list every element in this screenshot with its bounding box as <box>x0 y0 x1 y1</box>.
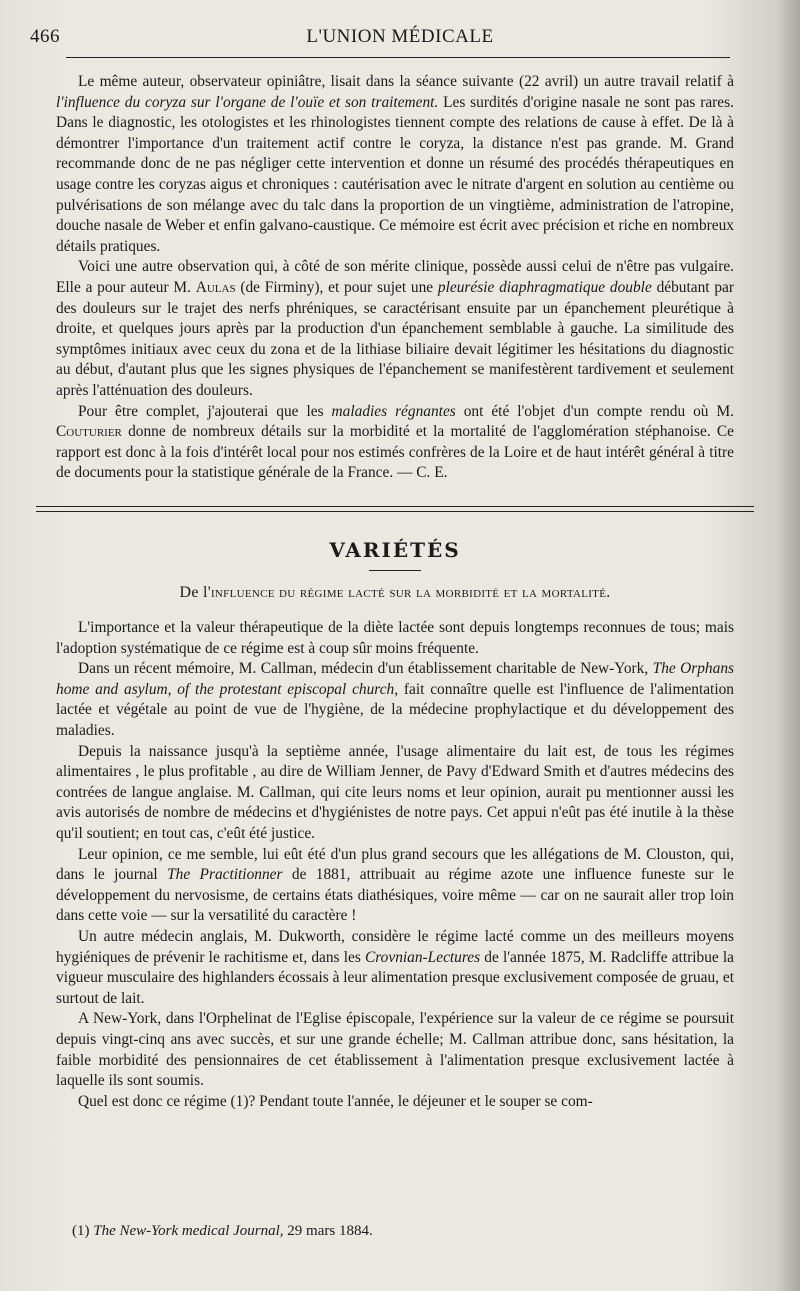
title-rule <box>369 570 421 571</box>
footnote-journal: The New-York medical Journal, <box>93 1223 284 1239</box>
text-run: Leur opinion, ce me semble, lui eût été d'un plus grand secours que les allégations de M. Clouston, qui, dans le journal <box>56 845 734 884</box>
text-run: donne de nombreux détails sur la morbidité et la mortalité de l'agglomération stéphanoise. Ce rapport est donc à la fois d'intérêt local pour nos estimés confrères de la Loire et de haut intérêt général à titre de documents pour la statistique générale de la France. — C. E. <box>56 423 734 482</box>
text-run: ont été l'objet d'un compte rendu où M. <box>455 402 734 420</box>
paragraph-dukworth <box>56 927 734 1009</box>
paragraph-clouston <box>56 845 734 927</box>
paragraph-regime: Quel est donc ce régime (1)? Pendant toute l'année, le déjeuner et le souper se com- <box>78 1092 593 1110</box>
text-run: fait connaître quelle est l'influence de l'alimentation lactée et végétale au point de vue de l'hygiène, de la médecine prophylactique et du développement des maladies. <box>56 680 734 740</box>
italic-institution: The Orphans home and asylum, of the protestant episcopal church, <box>56 660 735 698</box>
text-run: de 1881, attribuait au régime azote une influence funeste sur le développement du nervosisme, de certains états diathésiques, voire même — car on ne saurait aller trop loin dans cette voie — sur la versatilité du caractère ! <box>56 866 734 925</box>
section-divider <box>36 506 754 512</box>
running-title: L'UNION MÉDICALE <box>306 26 494 47</box>
text-run: Le même auteur, observateur opiniâtre, lisait dans la séance suivante (22 avril) un autre travail relatif à <box>78 73 734 90</box>
italic-lectures: Crovnian-Lectures <box>364 948 481 966</box>
text-run: Un autre médecin anglais, M. Dukworth, considère le régime lacté comme un des meilleurs moyens hygiéniques de prévenir le rachitisme et, dans les <box>56 927 734 966</box>
author-name: Aulas <box>195 278 236 296</box>
text-run: de l'année 1875, M. Radcliffe attribue la vigueur musculaire des highlanders écossais à leur alimentation presque exclusivement composée de gruau, et surtout de lait. <box>56 948 734 1007</box>
italic-journal: The Practitionner <box>167 866 283 884</box>
text-run: (de Firminy), et pour sujet une <box>235 278 438 296</box>
running-header <box>30 26 770 54</box>
article-title <box>56 583 734 604</box>
paragraph-callman <box>56 659 734 741</box>
italic-title: l'influence du coryza sur l'organe de l'ouïe et son traitement. <box>56 93 439 111</box>
text-run: Pour être complet, j'ajouterai que les <box>78 402 332 420</box>
paragraph-maladies <box>56 402 734 484</box>
footnote <box>72 1223 373 1240</box>
article-title-prefix: De l' <box>179 584 211 602</box>
text-run: Voici une autre observation qui, à côté de son mérite clinique, possède aussi celui de n'être pas vulgaire. Elle a pour auteur M. <box>56 258 734 296</box>
paragraph-intro: L'importance et la valeur thérapeutique de la diète lactée sont depuis longtemps reconnues de tous; mais l'adoption systématique de ce régime est à coup sûr moins fréquente. <box>56 619 734 657</box>
footnote-marker: (1) <box>72 1223 90 1239</box>
text-run: Dans un récent mémoire, M. Callman, médecin d'un établissement charitable de New-York, <box>78 660 653 678</box>
article-title-rest: influence du régime lacté sur la morbidité et la mortalité. <box>210 584 611 602</box>
author-name: Couturier <box>56 423 122 441</box>
section-title: VARIÉTÉS <box>329 537 461 562</box>
paragraph-pleuresie <box>56 257 734 401</box>
footnote-date: 29 mars 1884. <box>283 1223 373 1239</box>
text-run: Les surdités d'origine nasale ne sont pas rares. Dans le diagnostic, les otologistes et les rhinologistes tiennent compte des relations de cause à effet. De là à démontrer l'importance d'un traitement actif contre le coryza, la distance n'est pas grande. M. Grand recommande donc de ne pas négliger cette intervention et donne un résumé des procédés thérapeutiques en usage contre les coryzas aigus et chroniques : cautérisation avec le nitrate d'argent en solution au centième ou pulvérisations de son mélange avec du talc dans la proportion de un vingtième, administration de l'atropine, douche nasale de Weber et enfin galvano-caustique. Ce mémoire est écrit avec précision et riche en nombreux détails pratiques. <box>56 93 734 255</box>
italic-term: pleurésie diaphragmatique double <box>437 278 652 296</box>
italic-term: maladies régnantes <box>331 402 456 420</box>
page-body <box>56 72 734 1112</box>
header-rule <box>66 57 730 58</box>
paragraph-jenner: Depuis la naissance jusqu'à la septième année, l'usage alimentaire du lait est, de tous les régimes alimentaires , le plus profitable , au dire de William Jenner, de Pavy d'Edward Smith et d'autres médecins des contrées de langue anglaise. M. Callman, qui cite leurs noms et leur opinion, aurait pu mentionner aussi les avis autorisés de nombre de médecins et d'hygiénistes de notre pays. Cet appui n'eût pas été inutile à la thèse qu'il soutient; en tout cas, c'eût été justice. <box>56 742 734 842</box>
text-run: débutant par des douleurs sur le trajet des nerfs phréniques, se caractérisant ensuite par un épanchement pleurétique à droite, et quelques jours après par la production d'un épanchement semblable à gauche. La similitude des symptômes initiaux avec ceux du zona et de la lithiase biliaire devait légitimer les hésitations du diagnostic au début, d'autant plus que les signes physiques de l'épanchement se manifestèrent tardivement et seulement après l'atténuation des douleurs. <box>56 278 734 399</box>
paragraph-newyork: A New-York, dans l'Orphelinat de l'Eglise épiscopale, l'expérience sur la valeur de ce régime se poursuit depuis vingt-cinq ans avec succès, et sur une grande échelle; M. Callman attribue donc, sans hésitation, la faible morbidité des pensionnaires de cet établissement à l'alimentation presque exclusivement lactée à laquelle ils sont soumis. <box>56 1010 734 1090</box>
page-number: 466 <box>30 26 60 47</box>
paragraph-coryza <box>56 72 734 257</box>
